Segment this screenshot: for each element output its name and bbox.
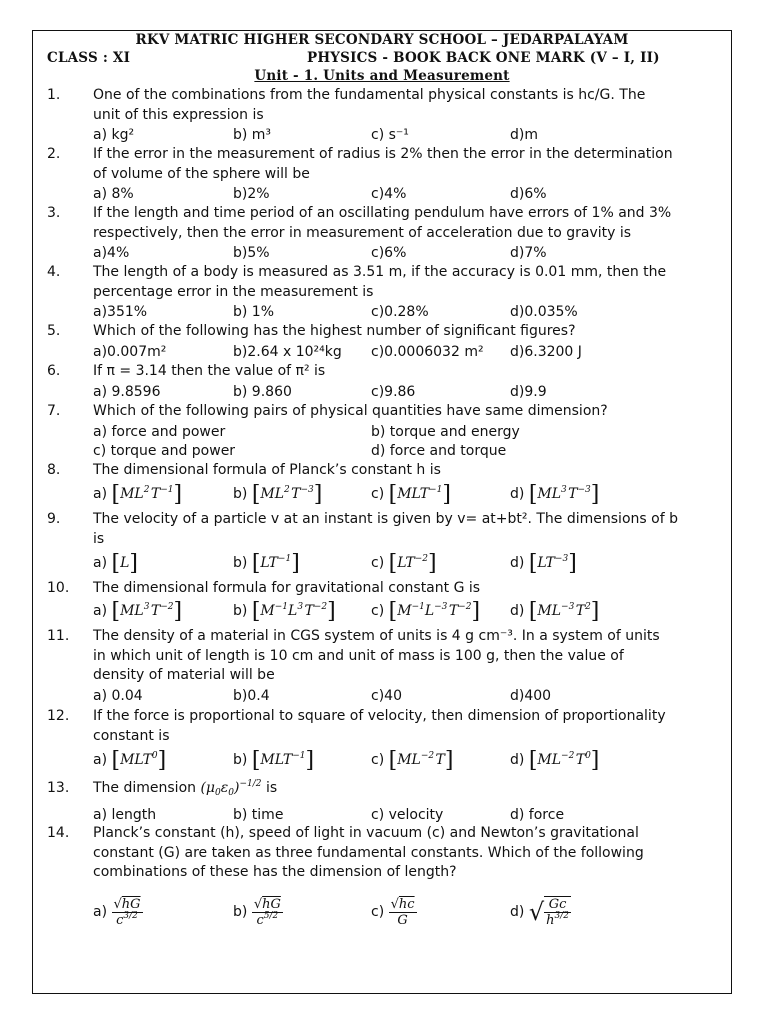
question-number: 13. (47, 780, 70, 796)
option-d: d) force (510, 807, 565, 823)
options (93, 805, 723, 825)
question-number: 3. (47, 205, 61, 221)
question-text: If the error in the measurement of radius is 2% then the error in the determination of volume of the sphere will be (93, 146, 673, 182)
question-text: The velocity of a particle v at an instant is given by v= at+bt². The dimensions of b is (93, 511, 678, 547)
question-text: Planck’s constant (h), speed of light in vacuum (c) and Newton’s gravitational constant (G) are taken as three fundamental constants. Which of the following combinations of these has the dimension of length? (93, 825, 644, 881)
option-a: a)4% (93, 245, 130, 261)
option-b: b) torque and energy (371, 424, 520, 440)
question-paper (32, 30, 732, 994)
option-d: d)m (510, 127, 538, 143)
question-text: The dimensional formula for gravitational constant G is (93, 580, 481, 596)
option-a: a) 8% (93, 186, 134, 202)
option-c: c) [$M^{-1}L^{-3}$ $T^{-2}$] (371, 599, 481, 624)
question-number: 4. (47, 264, 61, 280)
question-text: The dimensional formula of Planck’s constant h is (93, 462, 441, 478)
option-a: a) 0.04 (93, 688, 143, 704)
option-b: b) m³ (233, 127, 272, 143)
option-b: b) $[LT^{-1}]$ (233, 551, 300, 576)
option-c: c)40 (371, 688, 402, 704)
option-c: c) velocity (371, 807, 444, 823)
option-b: b)2% (233, 186, 270, 202)
question-number: 8. (47, 462, 61, 478)
option-d: d)400 (510, 688, 552, 704)
option-a: a) [$ML^3$ $T^{-2}$] (93, 599, 183, 624)
option-a: a) $\frac{√hG}{c^{3/2}}$ (93, 896, 141, 928)
options (93, 243, 723, 263)
question-number: 10. (47, 580, 70, 596)
class-label: CLASS : XI (47, 50, 131, 66)
option-b: b) $\frac{√hG}{c^{5/2}}$ (233, 896, 281, 928)
options (93, 342, 723, 362)
options (93, 482, 723, 507)
question-number: 7. (47, 403, 61, 419)
question-number: 11. (47, 628, 70, 644)
question-number: 9. (47, 511, 61, 527)
question-text: Which of the following pairs of physical quantities have same dimension? (93, 403, 608, 419)
option-d: d) √ $\frac{Gc}{h^{3/2}}$ (510, 897, 569, 928)
option-a: a)0.007m² (93, 344, 167, 360)
options (93, 441, 723, 461)
option-d: d)0.035% (510, 304, 578, 320)
school-name: RKV MATRIC HIGHER SECONDARY SCHOOL – JEDARPALAYAM (135, 32, 629, 48)
option-d: d) [$ML^{-2}$ $T^0$] (510, 748, 600, 773)
question-text: If π = 3.14 then the value of π² is (93, 363, 326, 379)
option-c: c) torque and power (93, 443, 236, 459)
option-b: b) $[MLT^{-1}]$ (233, 748, 315, 773)
option-d: d) $[LT^{-3}]$ (510, 551, 577, 576)
option-b: b)0.4 (233, 688, 270, 704)
question-text: Which of the following has the highest number of significant figures? (93, 323, 576, 339)
options (93, 748, 723, 773)
option-c: c) [$ML^{-2}$ T] (371, 748, 454, 773)
option-b: b) 1% (233, 304, 275, 320)
question-number: 6. (47, 363, 61, 379)
question-number: 14. (47, 825, 70, 841)
option-a: a) 9.8596 (93, 384, 161, 400)
question-number: 1. (47, 87, 61, 103)
option-c: c)9.86 (371, 384, 416, 400)
options (93, 599, 723, 624)
option-c: c) $[MLT^{-1}]$ (371, 482, 451, 507)
option-d: d)7% (510, 245, 547, 261)
option-c: c)0.28% (371, 304, 429, 320)
option-b: b) [$M^{-1}L^3$ $T^{-2}$] (233, 599, 336, 624)
option-d: d)9.9 (510, 384, 547, 400)
option-a: a) [L] (93, 551, 138, 576)
option-c: c) $\frac{√hc}{G}$ (371, 896, 415, 928)
options (93, 125, 723, 145)
option-d: d) [$ML^{-3}$ $T^2$] (510, 599, 600, 624)
option-c: c)6% (371, 245, 407, 261)
options (93, 686, 723, 706)
unit-title: Unit - 1. Units and Measurement (254, 68, 510, 84)
option-c: c)0.0006032 m² (371, 344, 484, 360)
options (93, 422, 723, 442)
option-d: d) [$ML^3$ $T^{-3}$] (510, 482, 600, 507)
option-b: b)5% (233, 245, 270, 261)
question-text: The dimension $(\mu_0\varepsilon_0)^{-1/2}$ is (93, 779, 278, 798)
question-text: If the force is proportional to square of velocity, then dimension of proportionality constant is (93, 708, 666, 744)
option-a: a) [MLT$^0$] (93, 748, 167, 773)
question-text: One of the combinations from the fundamental physical constants is hc/G. The unit of this expression is (93, 87, 646, 123)
option-b: b)2.64 x 10²⁴kg (233, 344, 342, 360)
options (93, 184, 723, 204)
subject-title: PHYSICS - BOOK BACK ONE MARK (V – I, II) (307, 50, 660, 66)
option-a: a) force and power (93, 424, 226, 440)
question-text: If the length and time period of an oscillating pendulum have errors of 1% and 3% respectively, then the error in measurement of acceleration due to gravity is (93, 205, 672, 241)
options (93, 302, 723, 322)
options (93, 892, 723, 932)
question-number: 5. (47, 323, 61, 339)
options (93, 382, 723, 402)
option-a: a) length (93, 807, 157, 823)
option-c: c) s⁻¹ (371, 127, 409, 143)
option-d: d)6% (510, 186, 547, 202)
option-a: a) [$ML^2$ $T^{-1}$] (93, 482, 183, 507)
option-d: d)6.3200 J (510, 344, 582, 360)
question-number: 2. (47, 146, 61, 162)
option-b: b) time (233, 807, 284, 823)
question-number: 12. (47, 708, 70, 724)
option-a: a)351% (93, 304, 148, 320)
question-text: The density of a material in CGS system of units is 4 g cm⁻³. In a system of units in which unit of length is 10 cm and unit of mass is 100 g, then the value of density of material will be (93, 628, 660, 684)
options (93, 551, 723, 576)
option-a: a) kg² (93, 127, 135, 143)
option-c: c)4% (371, 186, 407, 202)
option-c: c) $[LT^{-2}]$ (371, 551, 437, 576)
option-b: b) 9.860 (233, 384, 292, 400)
question-text: The length of a body is measured as 3.51 m, if the accuracy is 0.01 mm, then the percentage error in the measurement is (93, 264, 667, 300)
option-d: d) force and torque (371, 443, 507, 459)
option-b: b) [$ML^2$ $T^{-3}$] (233, 482, 323, 507)
